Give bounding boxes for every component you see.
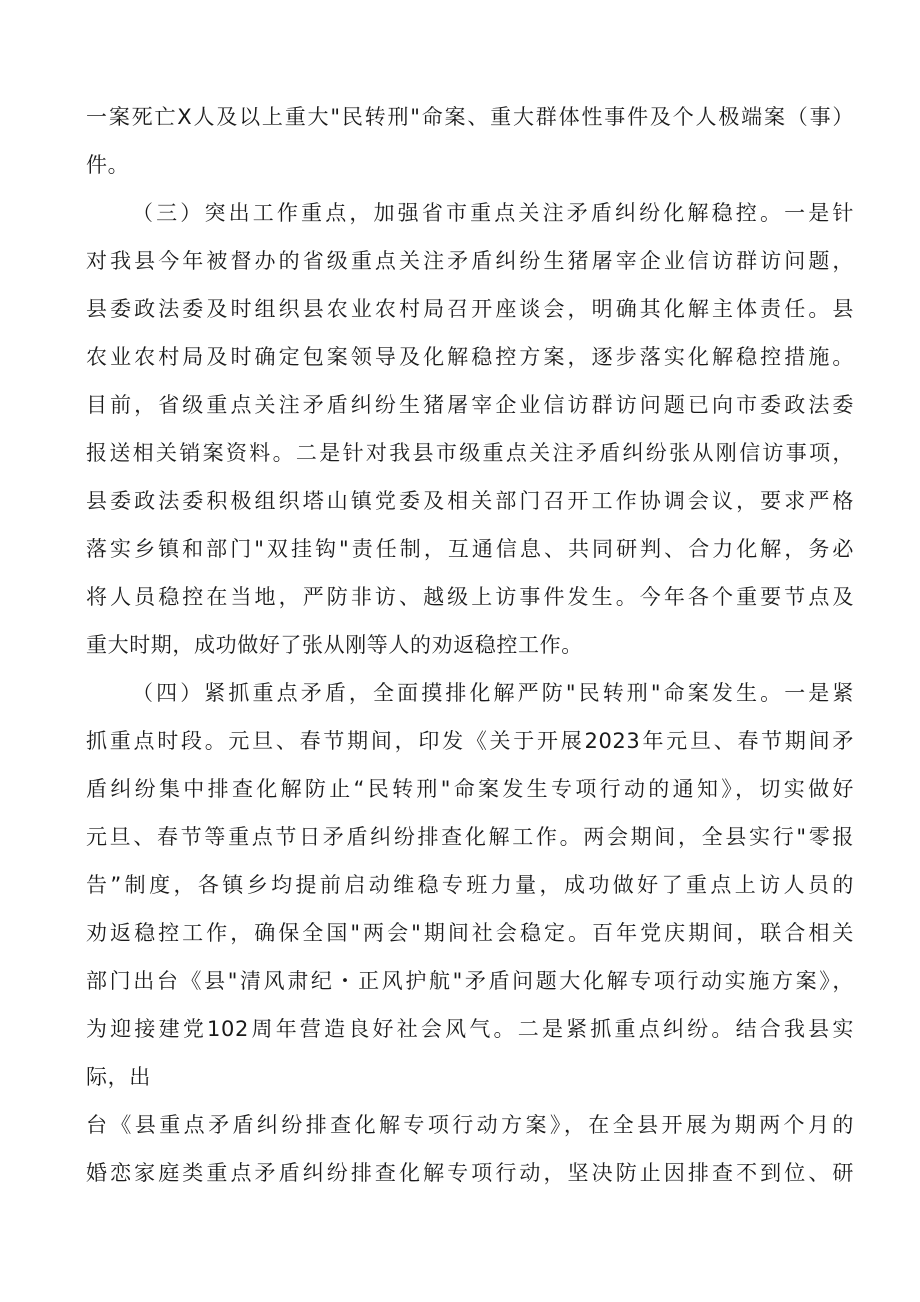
- document-body: [86, 93, 854, 1197]
- text-line: 台《县重点矛盾纠纷排查化解专项行动方案》，在全县开展为期两个月的: [86, 1113, 854, 1137]
- text-line: 对我县今年被督办的省级重点关注矛盾纠纷生猪屠宰企业信访群访问题，: [86, 249, 854, 273]
- text-line: 将人员稳控在当地，严防非访、越级上访事件发生。今年各个重要节点及: [86, 585, 854, 609]
- text-line: 县委政法委积极组织塔山镇党委及相关部门召开工作协调会议，要求严格: [86, 489, 854, 513]
- text-line: 报送相关销案资料。二是针对我县市级重点关注矛盾纠纷张从刚信访事项，: [86, 441, 854, 465]
- text-line: 抓重点时段。元旦、春节期间，印发《关于开展2023年元旦、春节期间矛: [86, 729, 854, 753]
- text-line: 落实乡镇和部门"双挂钩"责任制，互通信息、共同研判、合力化解，务必: [86, 537, 854, 561]
- text-line: 元旦、春节等重点节日矛盾纠纷排查化解工作。两会期间，全县实行"零报: [86, 825, 854, 849]
- text-line: 目前，省级重点关注矛盾纠纷生猪屠宰企业信访群访问题已向市委政法委: [86, 393, 854, 417]
- text-line: 县委政法委及时组织县农业农村局召开座谈会，明确其化解主体责任。县: [86, 297, 854, 321]
- text-line: 件。: [86, 153, 130, 177]
- text-line: 一案死亡X人及以上重大"民转刑"命案、重大群体性事件及个人极端案（事）: [86, 105, 854, 129]
- text-line: 农业农村局及时确定包案领导及化解稳控方案，逐步落实化解稳控措施。: [86, 345, 854, 369]
- text-line: 婚恋家庭类重点矛盾纠纷排查化解专项行动，坚决防止因排查不到位、研: [86, 1161, 854, 1185]
- text-line: 告”制度，各镇乡均提前启动维稳专班力量，成功做好了重点上访人员的: [86, 873, 854, 897]
- text-line: 部门出台《县"清风肃纪・正风护航"矛盾问题大化解专项行动实施方案》，: [86, 969, 854, 993]
- text-line: 劝返稳控工作，确保全国"两会"期间社会稳定。百年党庆期间，联合相关: [86, 921, 854, 945]
- text-line: 盾纠纷集中排查化解防止“民转刑"命案发生专项行动的通知》，切实做好: [86, 777, 854, 801]
- text-line: 重大时期，成功做好了张从刚等人的劝返稳控工作。: [86, 633, 583, 657]
- text-line: 为迎接建党102周年营造良好社会风气。二是紧抓重点纠纷。结合我县实: [86, 1017, 854, 1041]
- text-line: 际，出: [86, 1065, 151, 1089]
- paragraph-start-line: （四）紧抓重点矛盾，全面摸排化解严防"民转刑"命案发生。一是紧: [132, 681, 854, 705]
- paragraph-start-line: （三）突出工作重点，加强省市重点关注矛盾纠纷化解稳控。一是针: [132, 201, 854, 225]
